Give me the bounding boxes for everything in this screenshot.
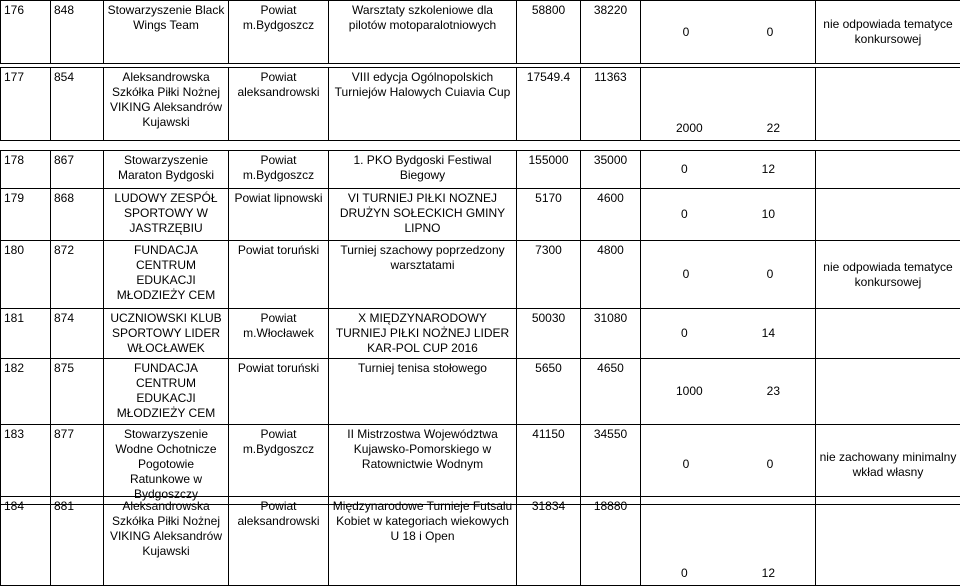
table-block-4 — [0, 496, 960, 586]
cell-lp: 181 — [1, 309, 51, 359]
cell-task: VI TURNIEJ PIŁKI NOZNEJ DRUŻYN SOŁECKICH GMINY LIPNO — [329, 189, 517, 241]
table-row — [1, 309, 960, 359]
grant-value: 0 — [680, 326, 688, 340]
cell-task: X MIĘDZYNARODOWY TURNIEJ PIŁKI NOŻNEJ LIDER KAR-POL CUP 2016 — [329, 309, 517, 359]
cell-grant-points — [641, 359, 816, 425]
cell-powiat: Powiat m.Włocławek — [229, 309, 329, 359]
cell-powiat: Powiat toruński — [229, 241, 329, 309]
cell-req: 4800 — [581, 241, 641, 309]
grant-value: 0 — [682, 24, 690, 39]
table-row — [1, 241, 960, 309]
cell-req: 31080 — [581, 309, 641, 359]
table-row — [1, 1, 960, 64]
cell-task: 1. PKO Bydgoski Festiwal Biegowy — [329, 151, 517, 189]
cell-powiat: Powiat m.Bydgoszcz — [229, 1, 329, 64]
cell-note — [816, 497, 960, 586]
cell-nr: 874 — [51, 309, 104, 359]
table-block-1 — [0, 0, 960, 64]
cell-grant-points — [641, 425, 816, 505]
cell-req: 4600 — [581, 189, 641, 241]
cell-note — [816, 189, 960, 241]
cell-lp: 182 — [1, 359, 51, 425]
cell-task: VIII edycja Ogólnopolskich Turniejów Halowych Cuiavia Cup — [329, 68, 517, 141]
cell-cost: 5170 — [517, 189, 581, 241]
cell-org: UCZNIOWSKI KLUB SPORTOWY LIDER WŁOCŁAWEK — [104, 309, 229, 359]
cell-grant-points — [641, 151, 816, 189]
points-value: 0 — [766, 457, 774, 471]
cell-cost: 50030 — [517, 309, 581, 359]
cell-org: Stowarzyszenie Wodne Ochotnicze Pogotowie Ratunkowe w Bydgoszczy — [104, 425, 229, 505]
cell-lp: 178 — [1, 151, 51, 189]
cell-note: nie odpowiada tematyce konkursowej — [816, 1, 960, 64]
table-block-2 — [0, 67, 960, 141]
cell-lp: 179 — [1, 189, 51, 241]
cell-lp: 183 — [1, 425, 51, 505]
cell-nr: 848 — [51, 1, 104, 64]
grant-value: 0 — [680, 207, 688, 221]
cell-powiat: Powiat aleksandrowski — [229, 68, 329, 141]
cell-note: nie zachowany minimalny wkład własny — [816, 425, 960, 505]
cell-lp: 184 — [1, 497, 51, 586]
points-value: 0 — [766, 267, 774, 281]
grant-value: 0 — [682, 267, 690, 281]
cell-grant-points — [641, 497, 816, 586]
cell-cost: 17549.4 — [517, 68, 581, 141]
cell-req: 4650 — [581, 359, 641, 425]
table-row — [1, 68, 960, 141]
table-row — [1, 359, 960, 425]
cell-note — [816, 309, 960, 359]
cell-grant-points — [641, 189, 816, 241]
cell-nr: 867 — [51, 151, 104, 189]
cell-cost: 58800 — [517, 1, 581, 64]
cell-req: 18880 — [581, 497, 641, 586]
cell-nr: 875 — [51, 359, 104, 425]
cell-grant-points — [641, 68, 816, 141]
cell-cost: 5650 — [517, 359, 581, 425]
cell-cost: 7300 — [517, 241, 581, 309]
cell-nr: 854 — [51, 68, 104, 141]
cell-note — [816, 359, 960, 425]
grant-value: 1000 — [675, 384, 703, 398]
cell-note — [816, 68, 960, 141]
points-value: 12 — [761, 162, 775, 176]
cell-powiat: Powiat m.Bydgoszcz — [229, 151, 329, 189]
cell-nr: 877 — [51, 425, 104, 505]
cell-org: Aleksandrowska Szkółka Piłki Nożnej VIKING Aleksandrów Kujawski — [104, 68, 229, 141]
cell-req: 35000 — [581, 151, 641, 189]
points-value: 14 — [761, 326, 775, 340]
cell-lp: 177 — [1, 68, 51, 141]
cell-cost: 155000 — [517, 151, 581, 189]
cell-note — [816, 151, 960, 189]
points-value: 23 — [766, 384, 781, 398]
grant-value: 2000 — [675, 121, 703, 135]
cell-grant-points — [641, 241, 816, 309]
cell-grant-points — [641, 1, 816, 64]
cell-org: LUDOWY ZESPÓŁ SPORTOWY W JASTRZĘBIU — [104, 189, 229, 241]
table-row — [1, 425, 960, 505]
cell-org: Aleksandrowska Szkółka Piłki Nożnej VIKING Aleksandrów Kujawski — [104, 497, 229, 586]
cell-lp: 176 — [1, 1, 51, 64]
table-row — [1, 497, 960, 586]
grant-value: 0 — [682, 457, 690, 471]
cell-powiat: Powiat aleksandrowski — [229, 497, 329, 586]
cell-powiat: Powiat toruński — [229, 359, 329, 425]
cell-nr: 872 — [51, 241, 104, 309]
cell-grant-points — [641, 309, 816, 359]
cell-req: 38220 — [581, 1, 641, 64]
cell-note: nie odpowiada tematyce konkursowej — [816, 241, 960, 309]
grant-value: 0 — [680, 566, 688, 580]
cell-nr: 881 — [51, 497, 104, 586]
cell-req: 11363 — [581, 68, 641, 141]
grant-value: 0 — [680, 162, 688, 176]
points-value: 10 — [761, 207, 775, 221]
cell-task: Międzynarodowe Turnieje Futsalu Kobiet w kategoriach wiekowych U 18 i Open — [329, 497, 517, 586]
cell-cost: 31834 — [517, 497, 581, 586]
cell-req: 34550 — [581, 425, 641, 505]
points-value: 12 — [761, 566, 775, 580]
cell-nr: 868 — [51, 189, 104, 241]
cell-task: Warsztaty szkoleniowe dla pilotów motoparalotniowych — [329, 1, 517, 64]
cell-task: Turniej tenisa stołowego — [329, 359, 517, 425]
cell-lp: 180 — [1, 241, 51, 309]
cell-task: Turniej szachowy poprzedzony warsztatami — [329, 241, 517, 309]
points-value: 22 — [766, 121, 781, 135]
table-row — [1, 189, 960, 241]
cell-task: II Mistrzostwa Województwa Kujawsko-Pomorskiego w Ratownictwie Wodnym — [329, 425, 517, 505]
points-value: 0 — [766, 24, 774, 39]
cell-cost: 41150 — [517, 425, 581, 505]
cell-org: Stowarzyszenie Black Wings Team — [104, 1, 229, 64]
cell-powiat: Powiat lipnowski — [229, 189, 329, 241]
cell-org: Stowarzyszenie Maraton Bydgoski — [104, 151, 229, 189]
cell-org: FUNDACJA CENTRUM EDUKACJI MŁODZIEŻY CEM — [104, 359, 229, 425]
table-row — [1, 151, 960, 189]
table-block-3 — [0, 150, 960, 505]
cell-org: FUNDACJA CENTRUM EDUKACJI MŁODZIEŻY CEM — [104, 241, 229, 309]
cell-powiat: Powiat m.Bydgoszcz — [229, 425, 329, 505]
